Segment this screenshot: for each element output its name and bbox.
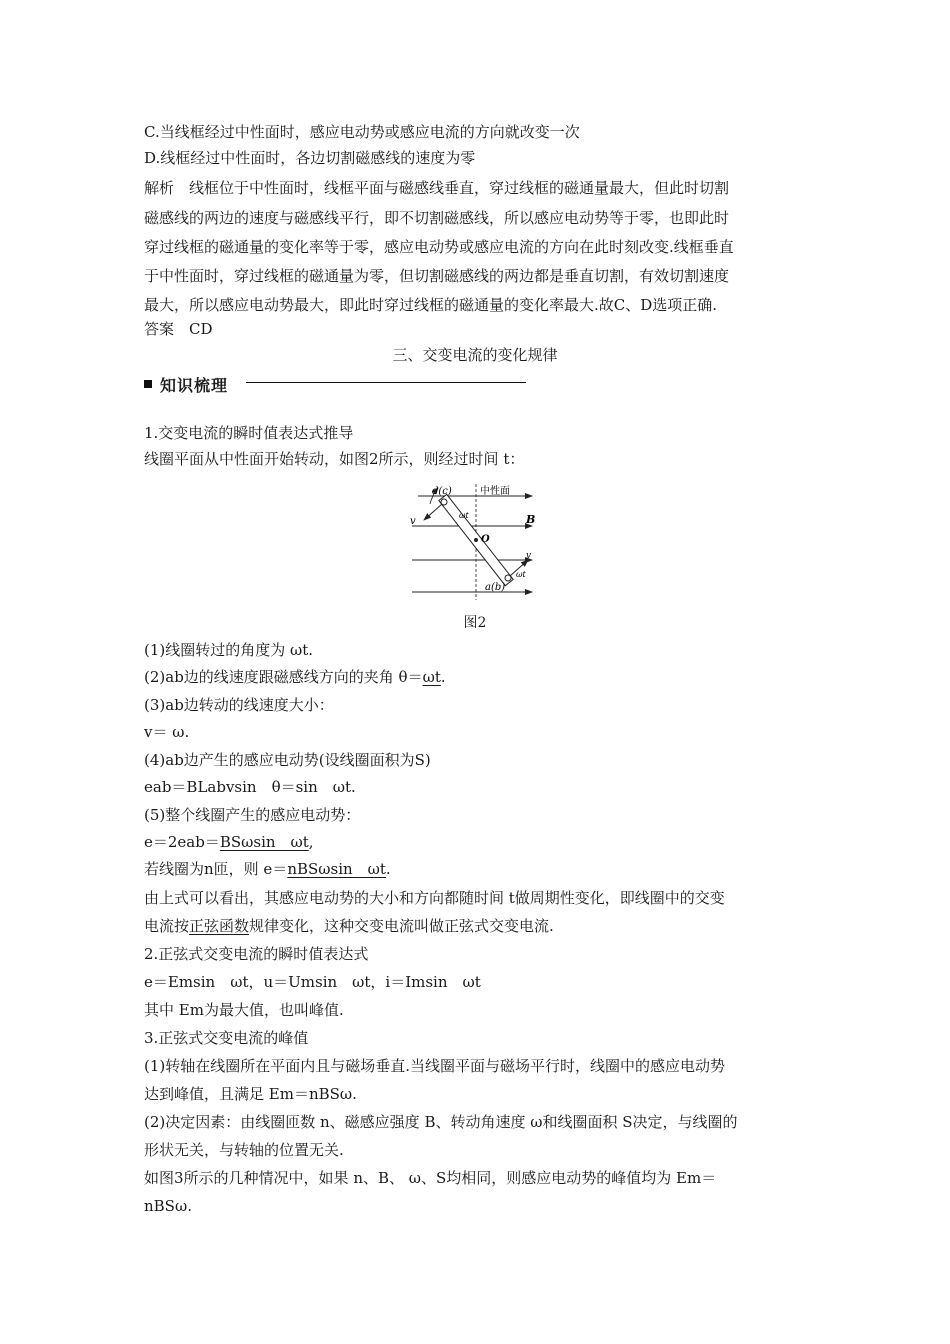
section-head-title: 知识梳理 — [160, 375, 229, 395]
conclusion-line-2 — [144, 913, 554, 939]
peak-line-4: 形状无关，与转轴的位置无关. — [144, 1141, 344, 1159]
step-2-end: . — [440, 668, 446, 686]
answer-line: 答案 CD — [144, 320, 213, 338]
heading-1: 1.交变电流的瞬时值表达式推导 — [144, 424, 354, 442]
analysis-line-5: 最大，所以感应电动势最大，即此时穿过线框的磁通量的变化率最大.故C、D选项正确. — [144, 296, 718, 314]
label-dc: d(c) — [432, 486, 452, 497]
conclusion-line-1: 由上式可以看出，其感应电动势的大小和方向都随时间 t做周期性变化，即线圈中的交变 — [144, 889, 725, 907]
velocity-arrow-1 — [424, 504, 442, 520]
peak-line-2: 达到峰值，且满足 Em＝nBSω. — [144, 1085, 357, 1103]
step-6-lhs: 若线圈为n匝，则 e＝ — [144, 860, 288, 878]
label-ab: a(b) — [485, 582, 506, 593]
label-neutral-plane: 中性面 — [480, 486, 510, 497]
peak-line-3: (2)决定因素：由线圈匝数 n、磁感应强度 B、转动角速度 ω和线圈面积 S决定，与线圈的 — [144, 1113, 738, 1131]
step-4: (4)ab边产生的感应电动势(设线圈面积为S) — [144, 751, 431, 769]
step-5-lhs: e＝2eab＝ — [144, 833, 220, 851]
label-O: O — [481, 534, 490, 545]
step-6 — [144, 856, 391, 882]
label-v2: v — [526, 551, 532, 561]
conclusion-answer: 正弦函数 — [189, 917, 250, 935]
step-4-formula: eab＝BLabvsin θ＝sin ωt. — [144, 778, 356, 796]
label-B: B — [526, 513, 536, 526]
rotating-coil-figure — [408, 476, 544, 604]
step-5-end: , — [308, 833, 314, 851]
square-bullet-icon — [144, 380, 152, 388]
intro-line: 线圈平面从中性面开始转动，如图2所示，则经过时间 t： — [144, 450, 525, 468]
step-2-answer: ωt — [422, 668, 441, 686]
step-6-end: . — [385, 860, 391, 878]
axis-point — [474, 538, 478, 542]
peak-line-6: nBSω. — [144, 1197, 192, 1215]
analysis-line-4: 于中性面时，穿过线框的磁通量为零，但切割磁感线的两边都是垂直切割，有效切割速度 — [144, 267, 730, 285]
analysis-line-2: 磁感线的两边的速度与磁感线平行，即不切割磁感线，所以感应电动势等于零，也即此时 — [144, 209, 730, 227]
section-title: 三、交变电流的变化规律 — [392, 346, 558, 364]
figure-caption: 图2 — [463, 615, 487, 631]
step-5-answer: BSωsin ωt — [219, 833, 309, 851]
step-3-formula: v＝ ω. — [144, 723, 190, 741]
peak-note: 其中 Em为最大值，也叫峰值. — [144, 1001, 344, 1019]
step-5: (5)整个线圈产生的感应电动势： — [144, 806, 361, 824]
heading-3: 3.正弦式交变电流的峰值 — [144, 1029, 309, 1047]
step-5-formula — [144, 829, 314, 855]
section-head — [144, 372, 228, 396]
option-d: D.线框经过中性面时，各边切割磁感线的速度为零 — [144, 149, 476, 167]
conclusion-pre: 电流按 — [144, 917, 190, 935]
instant-formula: e＝Emsin ωt，u＝Umsin ωt，i＝Imsin ωt — [144, 973, 481, 991]
peak-line-5: 如图3所示的几种情况中，如果 n、B、 ω、S均相同，则感应电动势的峰值均为 Em＝ — [144, 1169, 717, 1187]
heading-2: 2.正弦式交变电流的瞬时值表达式 — [144, 945, 369, 963]
conclusion-post: 规律变化，这种交变电流叫做正弦式交变电流. — [249, 917, 554, 935]
section-head-rule — [246, 382, 526, 383]
step-2-text: (2)ab边的线速度跟磁感线方向的夹角 θ＝ — [144, 668, 423, 686]
analysis-line-1: 解析 线框位于中性面时，线框平面与磁感线垂直，穿过线框的磁通量最大，但此时切割 — [144, 179, 730, 197]
step-2 — [144, 664, 446, 690]
step-3: (3)ab边转动的线速度大小： — [144, 696, 334, 714]
peak-line-1: (1)转轴在线圈所在平面内且与磁场垂直.当线圈平面与磁场平行时，线圈中的感应电动势 — [144, 1057, 726, 1075]
analysis-line-3: 穿过线框的磁通量的变化率等于零，感应电动势或感应电流的方向在此时刻改变.线框垂直 — [144, 238, 734, 256]
label-wt2: ωt — [516, 570, 526, 579]
label-v1: v — [410, 516, 416, 527]
label-wt1: ωt — [459, 511, 469, 520]
step-6-answer: nBSωsin ωt — [287, 860, 386, 878]
option-c: C.当线框经过中性面时，感应电动势或感应电流的方向就改变一次 — [144, 123, 580, 141]
step-1: (1)线圈转过的角度为 ωt. — [144, 641, 314, 659]
